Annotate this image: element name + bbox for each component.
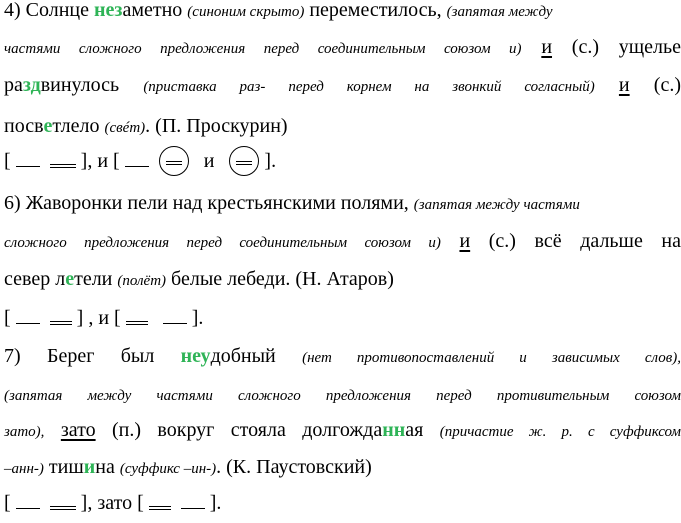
text: . (П. Проскурин) [145,115,288,137]
text: (п.) вокруг стояла долгожда [95,419,383,441]
annotation: (свéт) [104,120,146,136]
subject-mark [163,323,187,324]
s7-scheme [4,487,681,523]
annotation: (суффикс –ин-) [119,461,217,477]
s6-line-2 [4,225,681,261]
annotation: сложного предложения перед соединительным союзом и) [4,235,441,251]
scheme-text: и [203,150,215,172]
annotation: (нет противопоставлений и зависимых слов), [302,350,681,366]
scheme-text: ], зато [ [80,492,144,514]
conjunction-underlined: и [541,36,553,58]
bracket: [ [4,492,11,514]
text: (с.) всё дальше на [470,230,681,252]
highlighted-letters: и [83,456,96,478]
scheme-text: ], и [ [80,150,120,172]
annotation: (синоним скрыто) [187,4,305,20]
predicate-mark [50,321,72,325]
text: посв [4,115,44,137]
text: 6) Жаворонки пели над крестьянскими полями, [4,192,414,214]
circle-mark [159,146,189,176]
highlighted-letters: неу [180,345,211,367]
s4-line-1 [4,0,681,30]
s6-scheme [4,302,681,338]
text: (с.) [629,74,681,96]
annotation: (запятая между частями [413,197,580,213]
text: аметно [122,0,188,21]
s7-line-1 [4,340,681,376]
highlighted-letters: зд [22,74,41,96]
s6-line-1 [4,187,681,223]
s7-line-4 [4,451,681,487]
annotation: (запятая между частями сложного предложения перед противительным союзом [4,388,681,404]
predicate-mark [149,506,171,510]
text: тлело [52,115,105,137]
annotation: (запятая между [446,4,553,20]
highlighted-letters: е [65,268,75,290]
text: винулось [40,74,144,96]
text: север л [4,268,66,290]
scheme-text: ] , и [ [76,307,121,329]
subject-mark [181,508,205,509]
predicate-mark [50,506,76,510]
conjunction-underlined: зато [60,419,96,441]
s4-line-2 [4,31,681,67]
text: (с.) ущелье [552,36,681,58]
conjunction-underlined: и [618,74,630,96]
annotation: частями сложного предложения перед соединительным союзом и) [4,41,522,57]
subject-mark [16,323,40,324]
text: тиш [43,456,84,478]
bracket: [ [4,307,11,329]
annotation: (причастие ж. р. с суффиксом [439,424,681,440]
scheme-text: ]. [191,307,204,329]
scheme-text: ]. [264,150,277,172]
subject-mark [16,508,40,509]
text: добный [210,345,303,367]
highlighted-letters: нез [94,0,123,21]
s6-line-3 [4,263,681,299]
highlighted-letters: нн [382,419,406,441]
text: белые лебеди. (Н. Атаров) [166,268,394,290]
text: 7) Берег был [4,345,181,367]
s4-line-3 [4,69,681,105]
predicate-mark [50,164,76,168]
highlighted-letters: е [43,115,53,137]
text: ая [405,419,440,441]
circle-mark [229,146,259,176]
predicate-mark [236,161,252,165]
predicate-mark [126,321,148,325]
subject-mark [125,166,149,167]
annotation: (приставка раз- перед корнем на звонкий согласный) [143,79,595,95]
bracket: [ [4,150,11,172]
subject-mark [16,166,40,167]
conjunction-underlined: и [459,230,471,252]
annotation: (полёт) [117,273,167,289]
text: тели [74,268,118,290]
annotation: –анн-) [4,461,44,477]
s7-line-3 [4,414,681,450]
text: ра [4,74,23,96]
s7-line-2 [4,378,681,414]
text: 4) Солнце [4,0,94,21]
scheme-text: ]. [209,492,222,514]
annotation: зато), [4,424,45,440]
predicate-mark [166,161,182,165]
text: переместилось, [304,0,447,21]
s4-scheme [4,145,681,181]
s4-line-4 [4,110,681,146]
text: . (К. Паустовский) [216,456,372,478]
text: на [95,456,120,478]
